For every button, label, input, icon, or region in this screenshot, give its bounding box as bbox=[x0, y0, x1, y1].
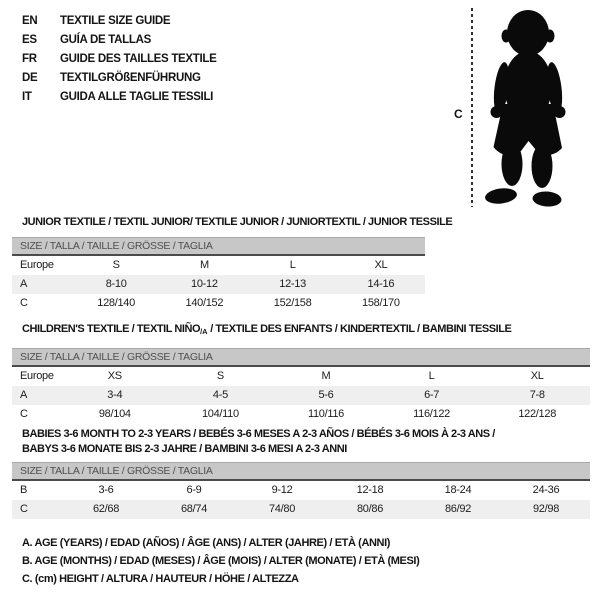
babies-title-line2: BABYS 3-6 MONATE BIS 2-3 JAHRE / BAMBINI 3-6 MESI A 2-3 ANNI bbox=[22, 443, 347, 455]
size-header-bar: SIZE / TALLA / TAILLE / GRÖSSE / TAGLIA bbox=[12, 348, 590, 367]
table-row bbox=[12, 500, 590, 519]
table-cell: 140/152 bbox=[185, 297, 224, 309]
table-cell: 92/98 bbox=[532, 503, 560, 515]
children-title-subscript: /A bbox=[200, 327, 208, 336]
table-cell: 24-36 bbox=[532, 484, 560, 496]
table-cell: 6-9 bbox=[186, 484, 202, 496]
table-header-row bbox=[12, 256, 425, 275]
language-code: IT bbox=[22, 91, 32, 103]
table-cell: 110/116 bbox=[307, 408, 344, 420]
toddler-silhouette-image bbox=[480, 6, 575, 210]
language-row-en bbox=[22, 12, 217, 31]
column-header: L bbox=[289, 259, 296, 271]
table-cell: 12-13 bbox=[279, 278, 306, 290]
babies-section-title bbox=[22, 427, 495, 457]
table-cell: 8-10 bbox=[105, 278, 127, 290]
column-header: Europe bbox=[20, 370, 54, 382]
language-code: EN bbox=[22, 15, 38, 27]
table-cell: 152/158 bbox=[273, 297, 312, 309]
babies-title-line1: BABIES 3-6 MONTH TO 2-3 YEARS / BEBÉS 3-6 MESES A 2-3 AÑOS / BÉBÉS 3-6 MOIS À 2-3 ANS / bbox=[22, 428, 495, 440]
height-measure-label: C bbox=[454, 107, 463, 121]
column-header: M bbox=[199, 259, 209, 271]
table-cell: 14-16 bbox=[367, 278, 395, 290]
language-title: TEXTILE SIZE GUIDE bbox=[60, 15, 171, 27]
table-row bbox=[12, 481, 590, 500]
language-row-it bbox=[22, 88, 217, 107]
legend-line-b: B. AGE (MONTHS) / EDAD (MESES) / ÂGE (MOIS) / ALTER (MONATE) / ETÀ (MESI) bbox=[22, 555, 420, 567]
table-cell: 116/122 bbox=[413, 408, 451, 420]
children-title-prefix: CHILDREN'S TEXTILE / TEXTIL NIÑO bbox=[22, 323, 201, 335]
column-header: S bbox=[112, 259, 120, 271]
table-row bbox=[12, 405, 590, 424]
row-label: A bbox=[20, 389, 28, 401]
language-row-fr bbox=[22, 50, 217, 69]
table-row bbox=[12, 275, 425, 294]
column-header: XS bbox=[107, 370, 122, 382]
children-title-suffix: / TEXTILE DES ENFANTS / KINDERTEXTIL / BAMBINI TESSILE bbox=[207, 323, 512, 335]
language-row-de bbox=[22, 69, 217, 88]
row-label: A bbox=[20, 278, 28, 290]
size-header-bar: SIZE / TALLA / TAILLE / GRÖSSE / TAGLIA bbox=[12, 462, 590, 481]
language-title: TEXTILGRÖßENFÜHRUNG bbox=[60, 72, 201, 84]
column-header: L bbox=[428, 370, 435, 382]
table-cell: 62/68 bbox=[92, 503, 120, 515]
table-cell: 6-7 bbox=[424, 389, 440, 401]
table-cell: 10-12 bbox=[191, 278, 218, 290]
size-header-bar: SIZE / TALLA / TAILLE / GRÖSSE / TAGLIA bbox=[12, 237, 425, 256]
table-cell: 4-5 bbox=[212, 389, 228, 401]
column-header: S bbox=[216, 370, 224, 382]
table-cell: 5-6 bbox=[318, 389, 334, 401]
table-cell: 3-6 bbox=[98, 484, 114, 496]
table-cell: 18-24 bbox=[444, 484, 472, 496]
table-cell: 7-8 bbox=[529, 389, 545, 401]
table-cell: 9-12 bbox=[271, 484, 293, 496]
row-label: C bbox=[20, 503, 28, 515]
table-cell: 122/128 bbox=[518, 408, 557, 420]
children-size-table bbox=[12, 348, 590, 424]
language-code: FR bbox=[22, 53, 37, 65]
measurement-legend bbox=[22, 534, 419, 588]
table-cell: 86/92 bbox=[444, 503, 472, 515]
legend-line-c: C. (cm) HEIGHT / ALTURA / HAUTEUR / HÖHE / ALTEZZA bbox=[22, 573, 299, 585]
column-header: M bbox=[321, 370, 331, 382]
junior-size-table bbox=[12, 237, 425, 313]
table-cell: 12-18 bbox=[356, 484, 384, 496]
table-cell: 104/110 bbox=[201, 408, 239, 420]
table-cell: 158/170 bbox=[362, 297, 400, 309]
column-header: XL bbox=[374, 259, 388, 271]
junior-section-title: JUNIOR TEXTILE / TEXTIL JUNIOR/ TEXTILE JUNIOR / JUNIORTEXTIL / JUNIOR TESSILE bbox=[22, 216, 453, 228]
babies-size-table bbox=[12, 462, 590, 519]
table-row bbox=[12, 294, 425, 313]
language-code: DE bbox=[22, 72, 38, 84]
table-cell: 98/104 bbox=[98, 408, 131, 420]
language-title: GUÍA DE TALLAS bbox=[60, 34, 151, 46]
table-row bbox=[12, 386, 590, 405]
language-code: ES bbox=[22, 34, 37, 46]
legend-line-a: A. AGE (YEARS) / EDAD (AÑOS) / ÂGE (ANS) / ALTER (JAHRE) / ETÀ (ANNI) bbox=[22, 537, 390, 549]
language-title-list bbox=[22, 12, 217, 107]
language-row-es bbox=[22, 31, 217, 50]
row-label: C bbox=[20, 297, 28, 309]
row-label: C bbox=[20, 408, 28, 420]
column-header: XL bbox=[530, 370, 544, 382]
row-label: B bbox=[20, 484, 28, 496]
height-measure-dotted-line bbox=[471, 8, 473, 207]
table-cell: 80/86 bbox=[356, 503, 384, 515]
table-cell: 3-4 bbox=[107, 389, 123, 401]
language-title: GUIDE DES TAILLES TEXTILE bbox=[60, 53, 217, 65]
children-section-title bbox=[22, 323, 511, 336]
language-title: GUIDA ALLE TAGLIE TESSILI bbox=[60, 91, 214, 103]
table-cell: 74/80 bbox=[268, 503, 296, 515]
table-header-row bbox=[12, 367, 590, 386]
table-cell: 68/74 bbox=[180, 503, 208, 515]
table-cell: 128/140 bbox=[97, 297, 135, 309]
column-header: Europe bbox=[20, 259, 54, 271]
